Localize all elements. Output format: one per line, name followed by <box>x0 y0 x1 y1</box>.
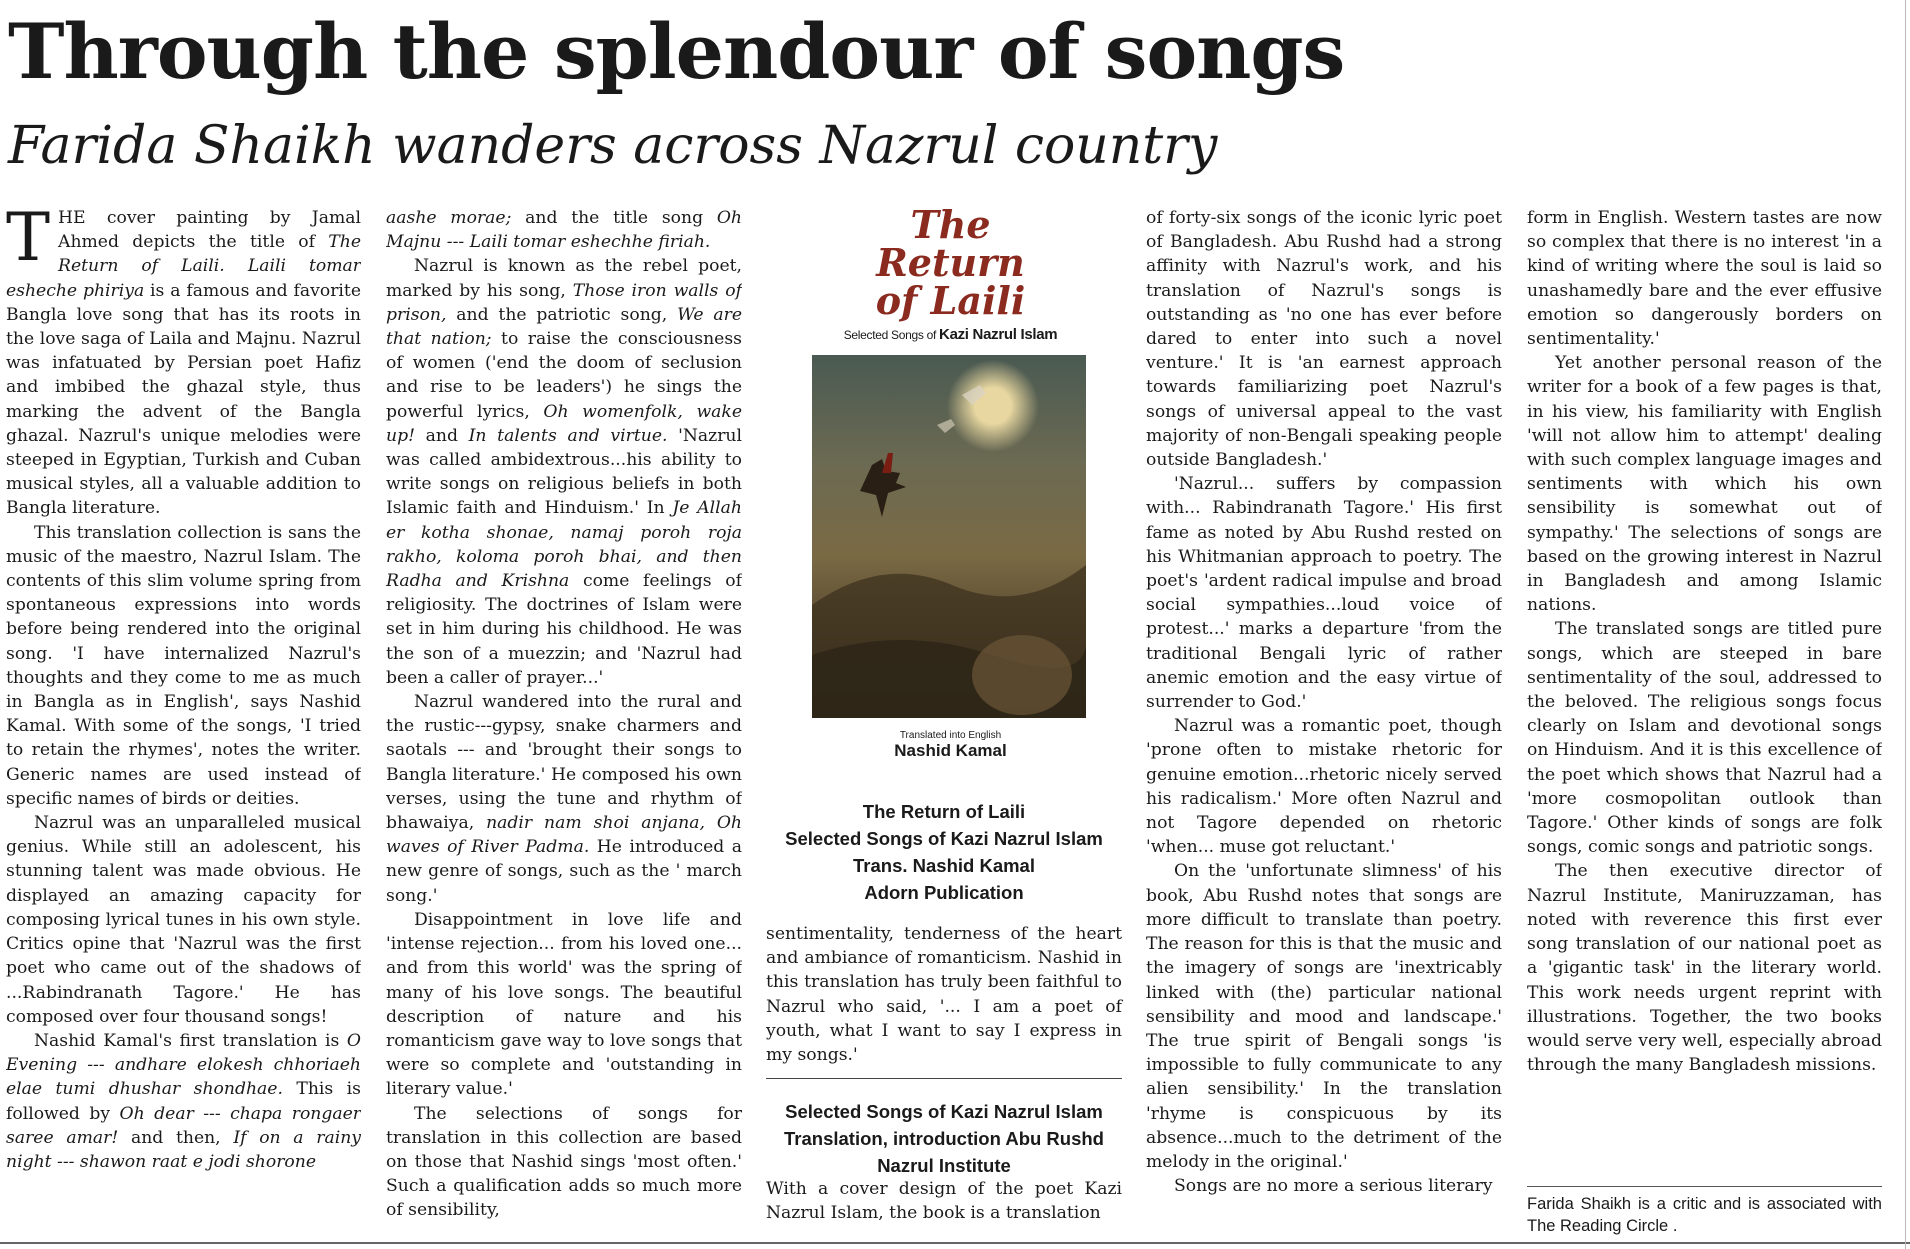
column-3-text <box>766 922 1122 1067</box>
column-5 <box>1527 206 1882 1176</box>
column-3 <box>766 202 1122 1236</box>
text-run: Disappointment in love life and 'intense rejection... from his loved one... and from this world' was the spring of many of his love songs. The beautiful description of nature and his romanticism gave way to love songs that were so complete and 'outstanding in literary value.' <box>386 909 742 1100</box>
italic-text: O Evening --- andhare elokesh chhoriaeh elae tumi dhushar shondhae. <box>6 1030 361 1100</box>
italic-text: nadir nam shoi anjana, Oh waves of River Padma. <box>386 813 742 858</box>
column-1 <box>6 206 361 1236</box>
headline: Through the splendour of songs <box>8 7 1345 96</box>
column-2 <box>386 206 742 1236</box>
horse-rider-painting <box>812 355 1086 718</box>
paragraph: The translated songs are titled pure songs, which are steeped in bare sentimentality of the soul, addressed to the beloved. The religious songs focus clearly on Islam and devotional songs on Hinduism. And it is this excellence of the poet which shows that Nazrul had a 'more cosmopolitan outlook than Tagore.' Other kinds of songs are folk songs, comic songs and patriotic songs. <box>1527 619 1882 858</box>
paragraph: With a cover design of the poet Kazi Nazrul Islam, the book is a translation <box>766 1179 1122 1224</box>
text-run: and <box>414 425 469 446</box>
column-4 <box>1146 206 1502 1236</box>
text-run: This is followed by <box>6 1079 361 1124</box>
text-run: Nazrul wandered into the rural and the rustic---gypsy, snake charmers and saotals --- and 'brought their songs to Bangla literature.' He composed his own verses, using the tune and rhythm of bhawaiya, <box>386 692 742 834</box>
cover-subtitle: Selected Songs of Kazi Nazrul Islam <box>843 326 1058 343</box>
divider <box>766 1078 1122 1079</box>
text-run: to raise the consciousness of women ('end the doom of seclusion and rise to be leaders') he sings the powerful lyrics, <box>386 329 742 422</box>
italic-text: The Return of Laili. <box>58 232 361 277</box>
text-run: is a famous and favorite Bangla love song that has its roots in the love saga of Laila and Majnu. Nazrul was infatuated by Persian poet Hafiz and imbibed the ghazal style, thus marking the advent of the Bangla ghazal. Nazrul's unique melodies were steeped in Egyptian, Turkish and Cuban musical styles, all a valuable addition to Bangla literature. <box>6 280 361 519</box>
text-run: The selections of songs for translation in this collection are based on those that Nashid sings 'most often.' Such a qualification adds so much more of sensibility, <box>386 1103 742 1221</box>
paragraph: On the 'unfortunate slimness' of his book, Abu Rushd notes that songs are more difficult to translate than poetry. The reason for this is that the music and the imagery of songs are 'inextricably linked with (the) particular national sensibility and mood and landscape.' The true spirit of Bengali songs 'is impossible to fully communicate to any alien sensibility.' In the translation 'rhyme is conspicuous by its absence...much to the detriment of the melody in the original.' <box>1146 861 1502 1172</box>
paragraph <box>386 690 742 908</box>
text-run: He introduced a new genre of songs, such as the ' march song.' <box>386 837 742 906</box>
italic-text: Laili tomar esheche phiriya <box>6 256 361 301</box>
page-edge-rule <box>1905 0 1906 1249</box>
text-run: Nashid Kamal's first translation is <box>34 1030 347 1051</box>
italic-text: Oh dear --- chapa rongaer saree amar! <box>6 1103 361 1148</box>
text-run: This translation collection is sans the music of the maestro, Nazrul Islam. The contents of this slim volume spring from spontaneous expressions into words before being rendered into the original song. 'I have internalized Nazrul's thoughts and they come to me as much in Bangla as in English', says Nashid Kamal. With some of the songs, 'I tried to retain the rhymes', notes the writer. Generic names are used instead of specific names of birds or deities. <box>6 522 361 809</box>
book-cover <box>828 202 1073 766</box>
paragraph <box>6 206 361 521</box>
paragraph: sentimentality, tenderness of the heart and ambiance of romanticism. Nashid in this translation has truly been faithful to Nazrul who said, '... I am a poet of youth, what I want to say I express in my songs.' <box>766 924 1122 1066</box>
paragraph: Songs are no more a serious literary <box>1174 1176 1493 1197</box>
text-run: and the title song <box>511 208 717 228</box>
paragraph <box>386 206 742 254</box>
text-run: HE cover painting by Jamal Ahmed depicts the title of <box>58 208 361 253</box>
book-info-1: The Return of Laili Selected Songs of Kazi Nazrul Islam Trans. Nashid Kamal Adorn Publication <box>785 801 1103 903</box>
italic-text: In talents and virtue. <box>468 425 668 446</box>
book-info-2: Selected Songs of Kazi Nazrul Islam Translation, introduction Abu Rushd Nazrul Institute <box>784 1101 1104 1176</box>
paragraph: Nazrul was a romantic poet, though 'prone often to mistake rhetoric for genuine emotion...rhetoric nicely served his radicalism.' More often Nazrul and not Tagore depended on rhetoric 'when... muse got reluctant.' <box>1146 716 1502 858</box>
paragraph <box>386 254 742 690</box>
text-run: Nazrul was an unparalleled musical genius. While still an adolescent, his stunning talent was made obvious. He displayed an amazing capacity for composing lyrical tunes in his own style. Critics opine that 'Nazrul was the first poet who came out of the shadows of ...Rabindranath Tagore.' He has composed over four thousand songs! <box>6 813 361 1027</box>
italic-text: Oh Majnu --- Laili tomar eshechhe firiah. <box>386 208 742 253</box>
paragraph: The then executive director of Nazrul Institute, Maniruzzaman, has noted with reverence this first ever song translation of our national poet as a 'gigantic task' in the literary world. This work needs urgent reprint with illustrations. Together, the two books would serve very well, especially abroad through the many Bangladesh missions. <box>1527 861 1882 1076</box>
paragraph <box>386 1102 742 1223</box>
author-byline: Farida Shaikh is a critic and is associated with The Reading Circle . <box>1527 1186 1882 1237</box>
paragraph <box>6 521 361 811</box>
subheadline: Farida Shaikh wanders across Nazrul country <box>8 116 1218 176</box>
text-run: and then, <box>118 1127 234 1148</box>
translated-label: Translated into English <box>899 730 1002 741</box>
italic-text: Je Allah er kotha shonae, namaj poroh roja rakho, koloma poroh bhai, and then Radha and Krishna <box>386 498 742 592</box>
cover-painting <box>812 355 1086 718</box>
paragraph <box>6 1029 361 1174</box>
column-3-text-2 <box>766 1177 1122 1225</box>
paragraph: form in English. Western tastes are now so complex that there is no interest 'in a kind of writing where the soul is laid so unashamedly bare and the ever effusive emotion so dangerously borders on sentimentality.' <box>1527 208 1882 350</box>
cover-title: The Return of Laili <box>875 202 1026 323</box>
italic-text: We are that nation; <box>386 304 742 350</box>
italic-text: aashe morae; <box>386 208 512 228</box>
bottom-rule <box>0 1242 1910 1244</box>
translator-name: Nashid Kamal <box>894 741 1007 760</box>
italic-text: Oh womenfolk, wake up! <box>386 401 742 446</box>
paragraph <box>386 908 742 1102</box>
italic-text: If on a rainy night --- shawon raat e jodi shorone <box>6 1127 361 1172</box>
text-run: and the patriotic song, <box>446 304 678 325</box>
drop-cap: T <box>6 206 51 276</box>
paragraph: 'Nazrul... suffers by compassion with... Rabindranath Tagore.' His first fame as noted by Abu Rushd rested on his Whitmanian approach to poetry. The poet's 'ardent radical impulse and broad social sympathies...loud voice of protest...' marks a departure 'from the traditional Bengali lyric of rather anemic emotion and the easy virtue of surrender to God.' <box>1146 474 1502 713</box>
text-run <box>225 256 248 276</box>
paragraph <box>6 811 361 1029</box>
italic-text: Those iron walls of prison, <box>386 280 742 325</box>
paragraph: of forty-six songs of the iconic lyric poet of Bangladesh. Abu Rushd had a strong affinity with Nazrul's work, and his translation of Nazrul's songs is outstanding as 'no one has ever before dared to enter into such a novel venture.' It is 'an earnest approach towards familiarizing poet Nazrul's songs of universal appeal to the vast majority of non-Bengali speaking people outside Bangladesh.' <box>1146 208 1502 471</box>
text-run: Nazrul is known as the rebel poet, marked by his song, <box>386 256 742 301</box>
paragraph: Yet another personal reason of the writer for a book of a few pages is that, in his view, his familiarity with English 'will not allow him to attempt' dealing with such complex language images and sentiments with which his own sensibility is somewhat out of sympathy.' The selections of songs are based on the growing interest in Nazrul in Bangladesh and among Islamic nations. <box>1527 353 1882 616</box>
text-run: 'Nazrul was called ambidextrous...his ability to write songs on religious beliefs in both Islamic faith and Hinduism.' In <box>386 425 742 519</box>
text-run: come feelings of religiosity. The doctrines of Islam were set in him during his childhood. He was the son of a muezzin; and 'Nazrul had been a caller of prayer...' <box>386 571 742 688</box>
